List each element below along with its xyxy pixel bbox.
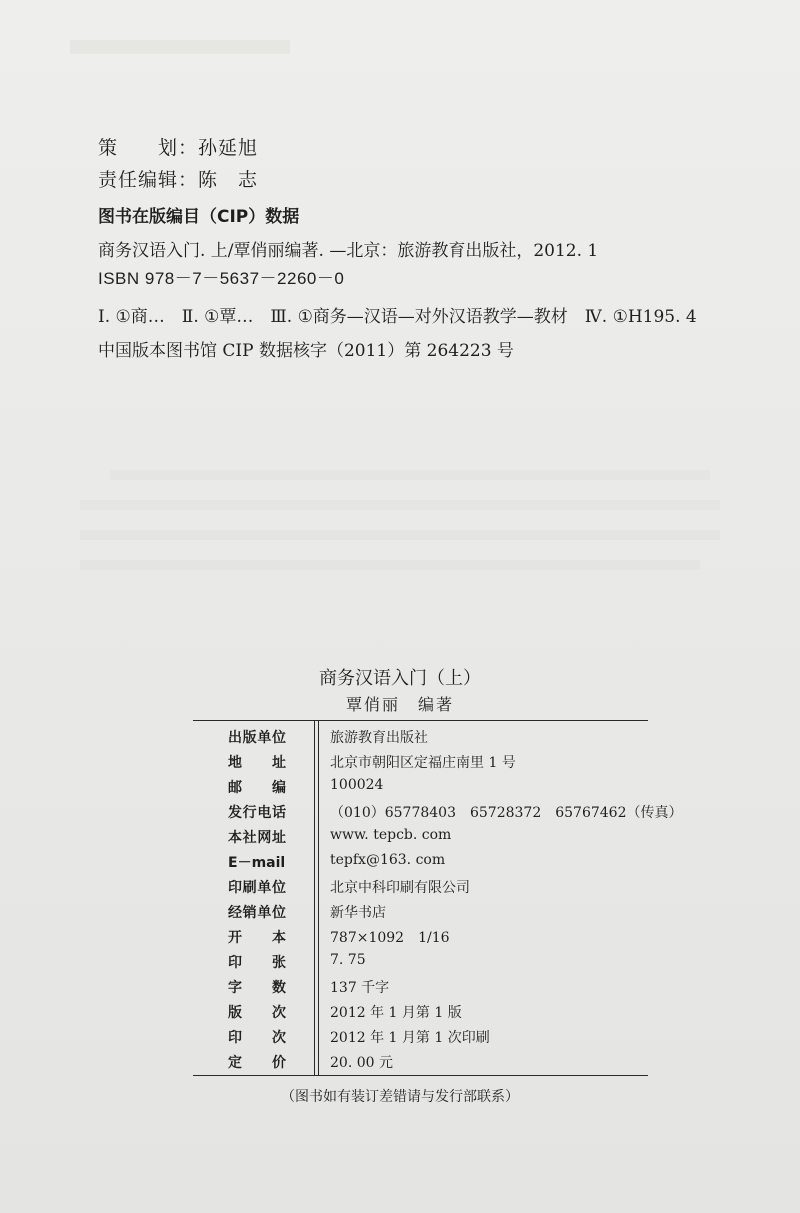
info-label: E－mail xyxy=(228,855,286,871)
info-row-phone xyxy=(0,802,800,826)
info-row-distributor xyxy=(0,902,800,926)
info-value: 旅游教育出版社 xyxy=(330,730,428,746)
info-row-sheets xyxy=(0,952,800,976)
cip-heading: 图书在版编目（CIP）数据 xyxy=(98,207,300,227)
info-value: www. tepcb. com xyxy=(330,827,452,843)
info-value: 北京市朝阳区定福庄南里 1 号 xyxy=(330,755,516,771)
info-row-price xyxy=(0,1052,800,1076)
info-label: 印刷单位 xyxy=(228,880,286,896)
binding-error-note: （图书如有装订差错请与发行部联系） xyxy=(281,1089,519,1105)
editor-credit: 责任编辑：陈 志 xyxy=(98,169,259,191)
book-author: 覃俏丽 编著 xyxy=(345,695,454,714)
info-value: 100024 xyxy=(330,777,384,793)
info-row-website xyxy=(0,827,800,851)
info-row-postcode xyxy=(0,777,800,801)
info-value: 137 千字 xyxy=(330,980,390,996)
info-row-address xyxy=(0,752,800,776)
info-label: 本社网址 xyxy=(228,830,286,846)
info-value: 787×1092 1/16 xyxy=(330,930,450,946)
info-label: 发行电话 xyxy=(228,805,286,821)
bleed-through-decoration xyxy=(80,560,700,570)
info-label: 邮编 xyxy=(228,780,286,796)
info-row-publisher xyxy=(0,727,800,751)
cip-line-record-number: 中国版本图书馆 CIP 数据核字（2011）第 264223 号 xyxy=(98,341,514,361)
cip-line-isbn: ISBN 978－7－5637－2260－0 xyxy=(98,269,345,288)
info-label: 版次 xyxy=(228,1005,286,1021)
info-value: tepfx@163. com xyxy=(330,852,446,868)
info-row-edition xyxy=(0,1002,800,1026)
info-label: 印张 xyxy=(228,955,286,971)
info-row-printing xyxy=(0,1027,800,1051)
info-row-wordcount xyxy=(0,977,800,1001)
cip-line-title: 商务汉语入门. 上/覃俏丽编著. —北京：旅游教育出版社，2012. 1 xyxy=(98,241,599,261)
bleed-through-decoration xyxy=(80,500,720,510)
info-value: 7. 75 xyxy=(330,952,366,968)
table-bottom-rule xyxy=(193,1075,648,1076)
info-label: 地址 xyxy=(228,755,286,771)
info-row-printer xyxy=(0,877,800,901)
bleed-through-decoration xyxy=(110,470,710,480)
book-title: 商务汉语入门（上） xyxy=(319,668,481,689)
info-value: 新华书店 xyxy=(330,905,386,921)
info-value: 2012 年 1 月第 1 次印刷 xyxy=(330,1030,490,1046)
table-top-rule xyxy=(193,720,648,721)
info-label: 经销单位 xyxy=(228,905,286,921)
info-value: 20. 00 元 xyxy=(330,1055,393,1071)
info-label: 开本 xyxy=(228,930,286,946)
info-row-format xyxy=(0,927,800,951)
info-label: 字数 xyxy=(228,980,286,996)
bleed-through-decoration xyxy=(80,530,720,540)
info-value: 北京中科印刷有限公司 xyxy=(330,880,470,896)
planner-credit: 策 划：孙延旭 xyxy=(98,137,259,159)
cip-line-classification: Ⅰ. ①商… Ⅱ. ①覃… Ⅲ. ①商务—汉语—对外汉语教学—教材 Ⅳ. ①H195. 4 xyxy=(98,307,697,327)
bleed-through-decoration xyxy=(70,40,290,54)
info-row-email xyxy=(0,852,800,876)
info-value: 2012 年 1 月第 1 版 xyxy=(330,1005,462,1021)
info-value: （010）65778403 65728372 65767462（传真） xyxy=(330,805,683,821)
info-label: 定价 xyxy=(228,1055,286,1071)
info-label: 印次 xyxy=(228,1030,286,1046)
info-label: 出版单位 xyxy=(228,730,286,746)
